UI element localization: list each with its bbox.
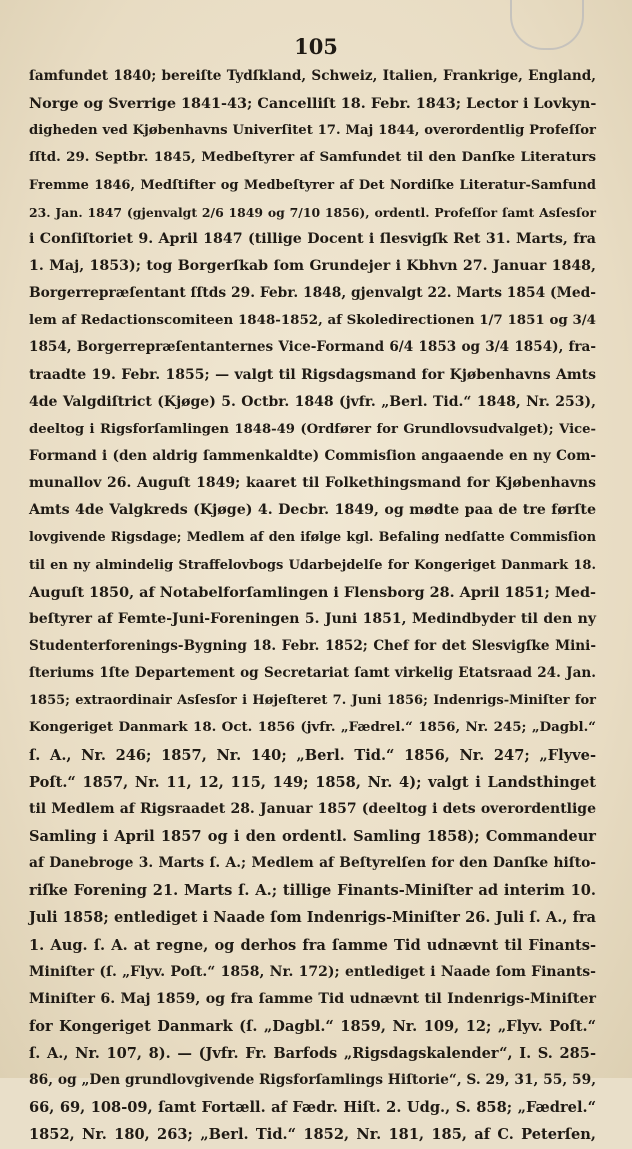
text-line: ſſtd. 29. Septbr. 1845, Medbeſtyrer af Samfundet til den Danſke Literaturs [29,149,596,166]
text-line: 1852, Nr. 180, 263; „Berl. Tid.“ 1852, Nr. 181, 185, af C. Peterſen, [29,1126,596,1144]
text-line: 1855; extraordinair Asſesſor i Højeſteret 7. Juni 1856; Indenrigs-Miniſter for [29,693,596,709]
text-line: Studenterforenings-Bygning 18. Febr. 1852; Chef for det Slesvigſke Mini- [29,637,596,654]
text-line: til Medlem af Rigsraadet 28. Januar 1857 (deeltog i dets overordentlige [29,800,596,817]
text-line: Auguſt 1850, af Notabelforſamlingen i Flensborg 28. April 1851; Med- [29,583,596,601]
text-line: 4de Valgdiſtrict (Kjøge) 5. Octbr. 1848 (jvfr. „Berl. Tid.“ 1848, Nr. 253), [29,393,596,410]
text-line: Poſt.“ 1857, Nr. 11, 12, 115, 149; 1858, Nr. 4); valgt i Landsthinget [29,773,596,791]
text-line: Borgerrepræſentant ſſtds 29. Febr. 1848, gjenvalgt 22. Marts 1854 (Med- [29,285,596,302]
text-line: ſteriums 1ſte Departement og Secretariat ſamt virkelig Etatsraad 24. Jan. [29,665,596,682]
text-line: 66, 69, 108-09, ſamt Fortæll. af Fædr. Hiſt. 2. Udg., S. 858; „Fædrel.“ [29,1099,596,1117]
text-line: Amts 4de Valgkreds (Kjøge) 4. Decbr. 1849, og mødte paa de tre førſte [29,502,596,519]
text-line: deeltog i Rigsforſamlingen 1848-49 (Ordfører for Grundlovsudvalget); Vice- [29,421,596,437]
text-line: Miniſter 6. Maj 1859, og fra ſamme Tid udnævnt til Indenrigs-Miniſter [29,990,596,1007]
text-line: lem af Redactionscomiteen 1848-1852, af Skoledirectionen 1/7 1851 og 3/4 [29,312,596,329]
page-number: 105 [294,34,338,59]
text-line: traadte 19. Febr. 1855; — valgt til Rigsdagsmand for Kjøbenhavns Amts [29,366,596,383]
text-line: Formand i (den aldrig ſammenkaldte) Commisſion angaaende en ny Com- [29,447,596,464]
text-line: digheden ved Kjøbenhavns Univerſitet 17. Maj 1844, overordentlig Profeſſor [29,123,596,139]
text-line: beſtyrer af Femte-Juni-Foreningen 5. Juni 1851, Medindbyder til den ny [29,610,596,627]
text-line: for Kongeriget Danmark (ſ. „Dagbl.“ 1859, Nr. 109, 12; „Flyv. Poſt.“ [29,1017,596,1035]
text-line: 1. Maj, 1853); tog Borgerſkab ſom Grundejer i Kbhvn 27. Januar 1848, [29,257,596,274]
text-line: Juli 1858; entlediget i Naade ſom Indenrigs-Miniſter 26. Juli ſ. A., fra [29,909,596,927]
text-line: ſamfundet 1840; bereiſte Tydſkland, Schweiz, Italien, Frankrige, England, [29,68,596,84]
text-line: Fremme 1846, Medſtifter og Medbeſtyrer af Det Nordiſke Literatur-Samfund [29,177,596,193]
text-line: 86, og „Den grundlovgivende Rigsforſamlings Hiſtorie“, S. 29, 31, 55, 59, [29,1072,596,1089]
text-line: ſ. A., Nr. 107, 8). — (Jvfr. Fr. Barfods „Rigsdagskalender“, I. S. 285- [29,1045,596,1063]
text-line: Kongeriget Danmark 18. Oct. 1856 (jvfr. „Fædrel.“ 1856, Nr. 245; „Dagbl.“ [29,719,596,736]
text-line: i Conſiſtoriet 9. April 1847 (tillige Docent i ſlesvigſk Ret 31. Marts, fra [29,230,596,247]
body-text [29,63,596,1149]
text-line: til en ny almindelig Straffelovbogs Udarbejdelſe for Kongeriget Danmark 18. [29,557,596,573]
text-line: 1854, Borgerrepræſentanternes Vice-Formand 6/4 1853 og 3/4 1854), fra- [29,339,596,356]
text-line: 1. Aug. ſ. A. at regne, og derhos fra ſamme Tid udnævnt til Finants- [29,936,596,954]
text-line: Norge og Sverrige 1841-43; Cancelliſt 18. Febr. 1843; Lector i Lovkyn- [29,95,597,113]
text-line: Samling i April 1857 og i den ordentl. Samling 1858); Commandeur [29,827,596,845]
text-line: 23. Jan. 1847 (gjenvalgt 2/6 1849 og 7/10 1856), ordentl. Profeſſor ſamt Asſesſor [29,204,596,220]
text-line: munallov 26. Auguſt 1849; kaaret til Folkethingsmand for Kjøbenhavns [29,475,596,492]
text-line: ſ. A., Nr. 246; 1857, Nr. 140; „Berl. Tid.“ 1856, Nr. 247; „Flyve- [29,746,596,764]
text-line: riſke Forening 21. Marts ſ. A.; tillige Finants-Miniſter ad interim 10. [29,882,596,900]
text-line: Miniſter (ſ. „Flyv. Poſt.“ 1858, Nr. 172); entlediget i Naade ſom Finants- [29,963,596,980]
text-line: af Danebroge 3. Marts ſ. A.; Medlem af Beſtyrelſen for den Danſke hiſto- [29,855,596,872]
text-line: lovgivende Rigsdage; Medlem af den ifølge kgl. Befaling nedſatte Commisſion [29,530,596,546]
